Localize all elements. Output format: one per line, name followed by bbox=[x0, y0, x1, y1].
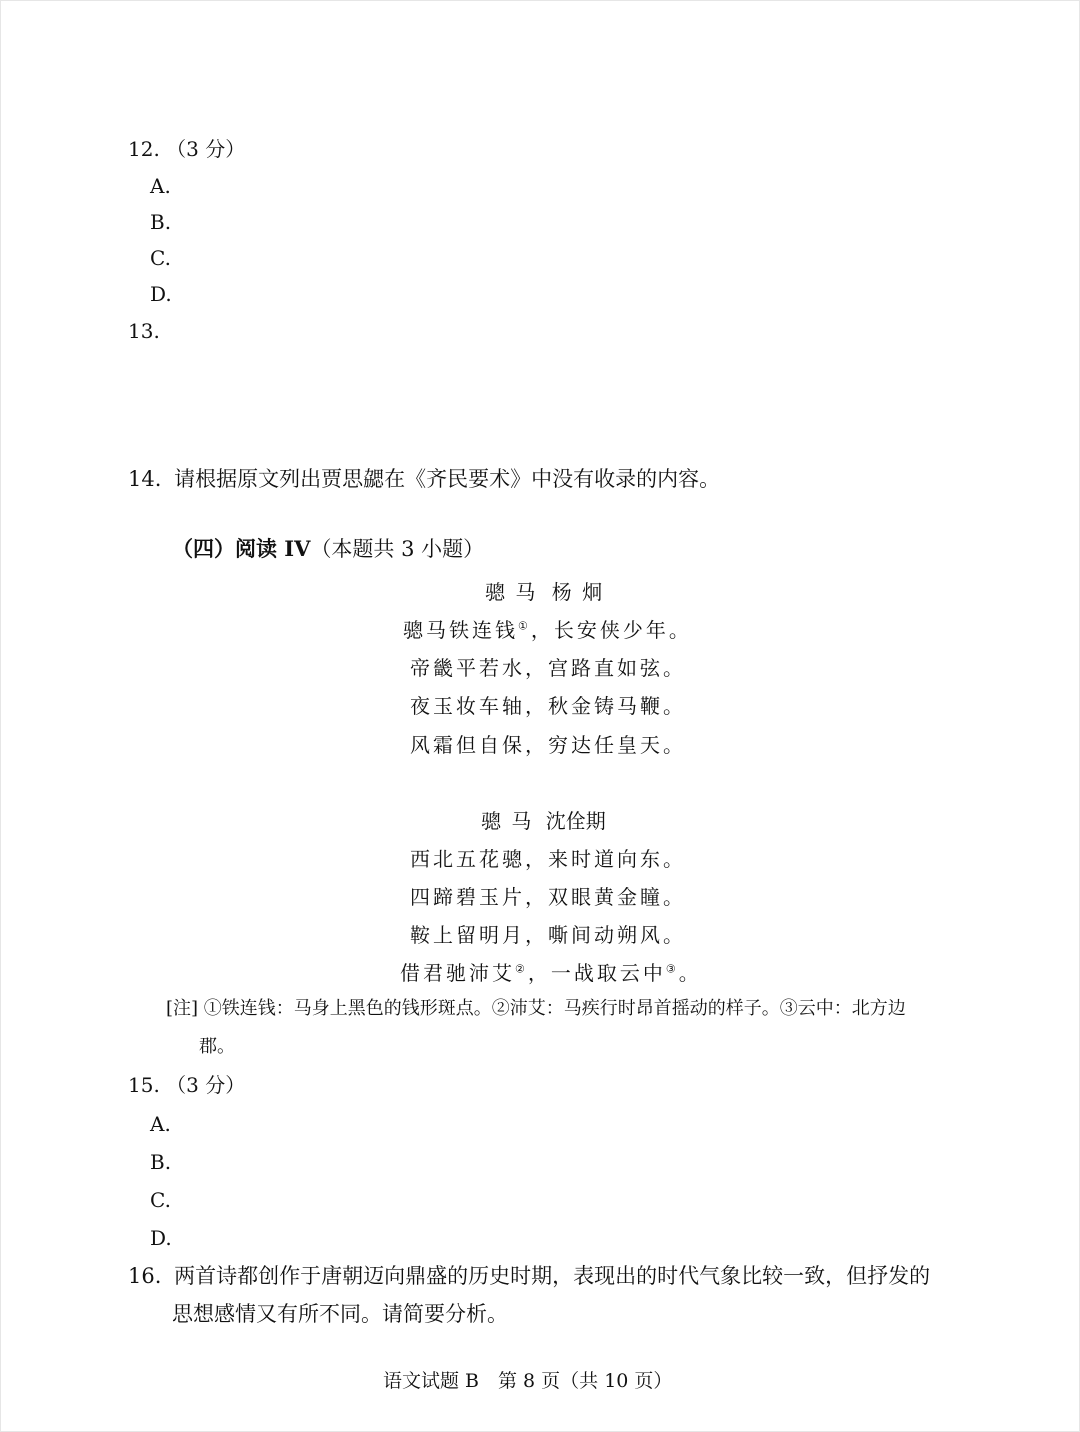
footnote-marker-3: ③ bbox=[665, 962, 679, 976]
poem-1-line-1-rest: ，长安侠少年。 bbox=[530, 618, 692, 642]
question-15 bbox=[128, 1071, 245, 1099]
section-4-title: （四）阅读 IV bbox=[172, 536, 311, 561]
question-16-text-line-2: 思想感情又有所不同。请简要分析。 bbox=[172, 1302, 508, 1326]
poem-2-line-2: 四蹄碧玉片，双眼黄金瞳。 bbox=[410, 885, 686, 909]
section-4-subtitle: （本题共 3 小题） bbox=[310, 537, 485, 561]
question-15-option-b: B. bbox=[150, 1150, 172, 1174]
question-12-number: 12. bbox=[128, 137, 160, 161]
poem-1-header bbox=[485, 576, 604, 605]
question-15-option-a: A. bbox=[150, 1112, 171, 1136]
question-12 bbox=[128, 135, 245, 163]
question-15-option-d: D. bbox=[150, 1226, 172, 1250]
question-16-text-line-1: 两首诗都创作于唐朝迈向鼎盛的历史时期，表现出的时代气象比较一致，但抒发的 bbox=[174, 1264, 931, 1288]
poem-1-line-1-text: 骢马铁连钱 bbox=[403, 618, 518, 642]
page-footer: 语文试题 B 第 8 页（共 10 页） bbox=[383, 1370, 673, 1392]
question-12-option-a: A. bbox=[150, 174, 171, 198]
poem-1-line-3: 夜玉妆车轴，秋金铸马鞭。 bbox=[410, 694, 686, 718]
question-12-option-c: C. bbox=[150, 246, 171, 270]
question-13-number: 13. bbox=[128, 319, 160, 343]
footnote-line-1: [注] ①铁连钱：马身上黑色的钱形斑点。②沛艾：马疾行时昂首摇动的样子。③云中：北方边 bbox=[166, 998, 906, 1019]
poem-2-author: 沈佺期 bbox=[545, 809, 606, 833]
question-14-text: 请根据原文列出贾思勰在《齐民要术》中没有收录的内容。 bbox=[174, 467, 721, 491]
poem-2-line-4-text: 借君驰沛艾 bbox=[400, 961, 515, 985]
poem-1-line-4: 风霜但自保，穷达任皇天。 bbox=[410, 733, 686, 757]
footnote-marker-2: ② bbox=[515, 962, 528, 976]
poem-2-line-4 bbox=[400, 957, 702, 986]
question-14-number: 14. bbox=[128, 467, 162, 491]
question-16 bbox=[128, 1262, 930, 1290]
section-4-heading bbox=[172, 534, 484, 564]
question-15-score: （3 分） bbox=[166, 1073, 246, 1097]
poem-2-line-4-end: 。 bbox=[678, 961, 702, 985]
question-15-number: 15. bbox=[128, 1073, 160, 1097]
poem-1-author: 杨 炯 bbox=[551, 580, 605, 604]
poem-1-line-2: 帝畿平若水，宫路直如弦。 bbox=[410, 656, 686, 680]
question-12-option-d: D. bbox=[150, 282, 172, 306]
poem-2-title: 骢 马 bbox=[481, 809, 534, 833]
poem-2-header bbox=[481, 805, 606, 834]
poem-1-title: 骢 马 bbox=[485, 580, 538, 604]
poem-2-line-4-rest: ，一战取云中 bbox=[527, 961, 666, 985]
poem-2-line-3: 鞍上留明月，嘶间动朔风。 bbox=[410, 923, 686, 947]
question-14 bbox=[128, 465, 720, 493]
poem-1-line-1 bbox=[403, 614, 692, 643]
question-12-score: （3 分） bbox=[166, 137, 246, 161]
footnote-line-2: 郡。 bbox=[199, 1036, 235, 1057]
question-15-option-c: C. bbox=[150, 1188, 171, 1212]
question-12-option-b: B. bbox=[150, 210, 172, 234]
question-16-number: 16. bbox=[128, 1264, 162, 1288]
poem-2-line-1: 西北五花骢，来时道向东。 bbox=[410, 847, 686, 871]
footnote-marker-1: ① bbox=[518, 619, 531, 633]
